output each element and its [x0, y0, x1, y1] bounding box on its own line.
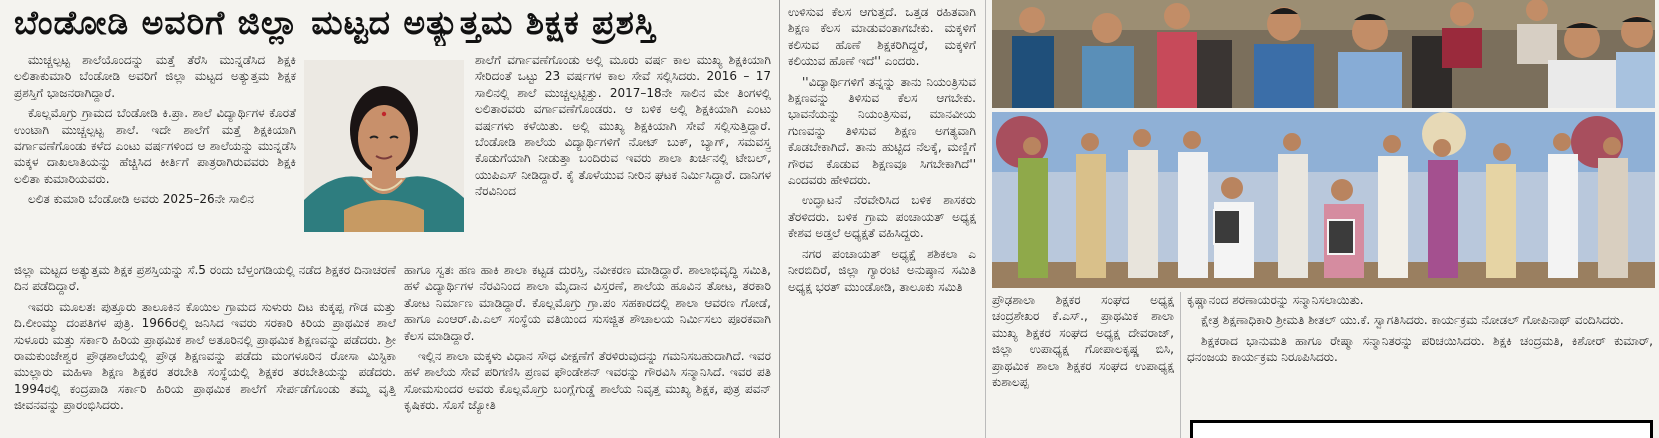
paragraph: ಕೊಲ್ಲಮೊಗ್ರು ಗ್ರಾಮದ ಬೆಂಡೋಡಿ ಕಿ.ಪ್ರಾ. ಶಾಲೆ ವಿದ್ಯಾರ್ಥಿಗಳ ಕೊರತೆ ಉಂಟಾಗಿ ಮುಚ್ಚಲ್ಪಟ್ಟ ಶಾಲೆ. ಇದೇ ಶಾಲೆಗೆ ಮತ್ತೆ ಶಿಕ್ಷಕಿಯಾಗಿ ವರ್ಗಾವಣೆಗೊಂಡು ಕಳೆದ ಎಂಟು ವರ್ಷಗಳಿಂದ ಆ ಶಾಲೆಯನ್ನು ಮುನ್ನಡೆಸಿ ಮಕ್ಕಳ ದಾಖಲಾತಿಯನ್ನು ಹೆಚ್ಚಿಸಿದ ಕೀರ್ತಿಗೆ ಪಾತ್ರರಾಗಿರುವವರು ಶಿಕ್ಷಕಿ ಲಲಿತಾ ಕುಮಾರಿಯವರು. [14, 106, 296, 186]
paragraph: ಶಿಕ್ಷಕರಾದ ಭಾನುಮತಿ ಹಾಗೂ ರೇಷ್ಮಾ ಸನ್ಮಾನಿತರನ್ನು ಪರಿಚಯಿಸಿದರು. ಶಿಕ್ಷಕಿ ಚಂದ್ರಮತಿ, ಕಿಶೋರ್ ಕುಮಾರ್, ಧನಂಜಯ ಕಾರ್ಯಕ್ರಮ ನಿರೂಪಿಸಿದರು. [1187, 333, 1653, 365]
column-divider [1180, 292, 1181, 438]
next-article-box [1190, 420, 1653, 438]
paragraph: ಜಿಲ್ಲಾ ಮಟ್ಟದ ಅತ್ಯುತ್ತಮ ಶಿಕ್ಷಕ ಪ್ರಶಸ್ತಿಯನ್ನು ಸೆ.5 ರಂದು ಬೆಳ್ತಂಗಡಿಯಲ್ಲಿ ನಡೆದ ಶಿಕ್ಷಕರ ದಿನಾಚರಣೆ ದಿನ ಪಡೆದಿದ್ದಾರೆ. [14, 263, 396, 294]
article-col2-bottom [404, 262, 771, 438]
paragraph: ಮುಚ್ಚಲ್ಪಟ್ಟ ಶಾಲೆಯೊಂದನ್ನು ಮತ್ತೆ ತೆರೆಸಿ ಮುನ್ನಡೆಸಿದ ಶಿಕ್ಷಕಿ ಲಲಿತಾಕುಮಾರಿ ಬೆಂಡೋಡಿ ಅವರಿಗೆ ಜಿಲ್ಲಾ ಮಟ್ಟದ ಅತ್ಯುತ್ತಮ ಶಿಕ್ಷಕ ಪ್ರಶಸ್ತಿಗೆ ಭಾಜನರಾಗಿದ್ದಾರೆ. [14, 53, 296, 100]
audience-illustration [992, 0, 1655, 108]
article-col1-bottom [14, 262, 396, 438]
article-col2-top [475, 52, 771, 258]
article-col3 [788, 4, 976, 438]
article-col4 [992, 292, 1174, 438]
paragraph: ಕ್ಷೇತ್ರ ಶಿಕ್ಷಣಾಧಿಕಾರಿ ಶ್ರೀಮತಿ ಶೀತಲ್ ಯು.ಕೆ. ಸ್ವಾಗತಿಸಿದರು. ಕಾರ್ಯಕ್ರಮ ನೋಡಲ್ ಗೋಪಿನಾಥ್ ವಂದಿಸಿದರು. [1201, 313, 1624, 328]
article-col5 [1187, 292, 1653, 412]
paragraph: ಉಳಿಸುವ ಕೆಲಸ ಆಗುತ್ತದೆ. ಒತ್ತಡ ರಹಿತವಾಗಿ ಶಿಕ್ಷಣ ಕೆಲಸ ಮಾಡುವಂತಾಗಬೇಕು. ಮಕ್ಕಳಿಗೆ ಕಲಿಸುವ ಹೊಣೆ ಶಿಕ್ಷಕರಿಗಿದ್ದರೆ, ಮಕ್ಕಳಿಗೆ ಕಲಿಯುವ ಹೊಣೆ ಇದೆ'' ಎಂದರು. [788, 5, 976, 69]
column-divider [985, 0, 986, 438]
paragraph: ಕೃಷ್ಣಾನಂದ ಶರಣಾಯರನ್ನು ಸನ್ಮಾನಿಸಲಾಯಿತು. [1187, 293, 1364, 307]
award-ceremony-illustration [992, 112, 1655, 288]
headline: ಬೆಂಡೋಡಿ ಅವರಿಗೆ ಜಿಲ್ಲಾ ಮಟ್ಟದ ಅತ್ಯುತ್ತಮ ಶಿಕ್ಷಕ ಪ್ರಶಸ್ತಿ [14, 3, 657, 42]
paragraph: ಇಲ್ಲಿನ ಶಾಲಾ ಮಕ್ಕಳು ವಿಧಾನ ಸೌಧ ವೀಕ್ಷಣೆಗೆ ತೆರಳಿರುವುದನ್ನು ಗಮನಿಸಬಹುದಾಗಿದೆ. ಇವರ ಹಳೆ ಶಾಲೆಯ ಸೇವೆ ಪರಿಗಣಿಸಿ ಪ್ರಣವ ಫೌಂಡೇಶನ್ ಇವರನ್ನು ಗೌರವಿಸಿ ಸನ್ಮಾನಿಸಿದೆ. ಇವರ ಪತಿ ಸೋಮಸುಂದರ ಅವರು ಕೊಲ್ಲಮೊಗ್ರು ಬಂಗ್ಲೆಗುಡ್ಡೆ ಶಾಲೆಯ ನಿವೃತ್ತ ಮುಖ್ಯ ಶಿಕ್ಷಕ, ಪುತ್ರ ಪವನ್ ಕೃಷಿಕರು. ಸೊಸೆ ಜ್ಯೋತಿ [404, 349, 771, 413]
paragraph: ಇವರು ಮೂಲತಃ ಪುತ್ತೂರು ತಾಲೂಕಿನ ಕೊಯಿಲ ಗ್ರಾಮದ ಸುಳುರು ದಿಟ ಕುಕ್ಕಪ್ಪ ಗೌಡ ಮತ್ತು ದಿ.ಲೀಂಮ್ಮು ದಂಪತಿಗಳ ಪುತ್ರಿ. 1966ರಲ್ಲಿ ಜನಿಸಿದ ಇವರು ಸರಕಾರಿ ಕಿರಿಯ ಪ್ರಾಥಮಿಕ ಶಾಲೆ ಸುಳೂರು ಮತ್ತು ಸರ್ಕಾರಿ ಹಿರಿಯ ಪ್ರಾಥಮಿಕ ಶಾಲೆ ಅತೂರಿನಲ್ಲಿ ಪ್ರಾಥಮಿಕ ಶಿಕ್ಷಣವನ್ನು ಪಡೆದರು. ಶ್ರೀ ರಾಮಕುಂಜೇಶ್ವರ ಪ್ರೌಢಶಾಲೆಯಲ್ಲಿ ಪ್ರೌಢ ಶಿಕ್ಷಣವನ್ನು ಪಡೆದು ಮಂಗಳೂರಿನ ರೋಸಾ ಮಿಸ್ಟಿಕಾ ಮುಲ್ಲಾರು ಮಹಿಳಾ ಶಿಕ್ಷಣ ಶಿಕ್ಷಕರ ತರಬೇತಿ ಸಂಸ್ಥೆಯಲ್ಲಿ ಶಿಕ್ಷಕರ ತರಬೇತಿಯನ್ನು ಪಡೆದರು. 1994ರಲ್ಲಿ ಕಂದ್ರಪಾಡಿ ಸರ್ಕಾರಿ ಹಿರಿಯ ಪ್ರಾಥಮಿಕ ಶಾಲೆಗೆ ಸೇರ್ಪಡೆಗೊಂಡು ತಮ್ಮ ವೃತ್ತಿ ಜೀವನವನ್ನು ಪ್ರಾರಂಭಿಸಿದರು. [14, 299, 396, 413]
paragraph: ಲಲಿತ ಕುಮಾರಿ ಬೆಂಡೋಡಿ ಅವರು 2025–26ನೇ ಸಾಲಿನ [28, 192, 254, 207]
paragraph: ''ವಿದ್ಯಾರ್ಥಿಗಳಿಗೆ ತನ್ನನ್ನು ತಾನು ನಿಯಂತ್ರಿಸುವ ಶಿಕ್ಷಣವನ್ನು ತಿಳಿಸುವ ಕೆಲಸ ಆಗಬೇಕು. ಭಾವನೆಯನ್ನು ನಿಯಂತ್ರಿಸುವ, ಮಾನವೀಯ ಗುಣವನ್ನು ತಿಳಿಸುವ ಶಿಕ್ಷಣ ಅಗತ್ಯವಾಗಿ ಕೊಡಬೇಕಾಗಿದೆ. ತಾನು ಹುಟ್ಟಿದ ನೆಲಕ್ಕೆ, ಮಣ್ಣಿಗೆ ಗೌರವ ಕೊಡುವ ಶಿಕ್ಷಣವೂ ಸಿಗಬೇಕಾಗಿದೆ'' ಎಂದವರು ಹೇಳಿದರು. [788, 74, 976, 188]
article-col1-top [14, 52, 296, 258]
portrait-photo [304, 60, 464, 232]
audience-photo [992, 0, 1655, 108]
paragraph: ಉದ್ಘಾಟನೆ ನೆರವೇರಿಸಿದ ಬಳಿಕ ಶಾಸಕರು ತೆರಳಿದರು. ಬಳಿಕ ಗ್ರಾಮ ಪಂಚಾಯತ್ ಅಧ್ಯಕ್ಷ ಕೇಶವ ಅಡ್ತಲೆ ಅಧ್ಯಕ್ಷತೆ ವಹಿಸಿದ್ದರು. [788, 193, 976, 241]
column-divider [779, 0, 780, 438]
paragraph: ಶಾಲೆಗೆ ವರ್ಗಾವಣೆಗೊಂಡು ಅಲ್ಲಿ ಮೂರು ವರ್ಷ ಕಾಲ ಮುಖ್ಯ ಶಿಕ್ಷಕಿಯಾಗಿ ಸೇರಿದಂತೆ ಒಟ್ಟು 23 ವರ್ಷಗಳ ಕಾಲ ಸೇವೆ ಸಲ್ಲಿಸಿದರು. 2016 – 17 ಸಾಲಿನಲ್ಲಿ ಶಾಲೆ ಮುಚ್ಚಲ್ಪಟ್ಟಿತ್ತು. 2017–18ನೇ ಸಾಲಿನ ಮೇ ತಿಂಗಳಲ್ಲಿ ಲಲಿತಾರವರು ವರ್ಗಾವಣೆಗೊಂಡರು. ಆ ಬಳಿಕ ಅಲ್ಲಿ ಶಿಕ್ಷಕಿಯಾಗಿ ಎಂಟು ವರ್ಷಗಳು ಕಳೆಯಿತು. ಅಲ್ಲಿ ಮುಖ್ಯ ಶಿಕ್ಷಕಿಯಾಗಿ ಸೇವೆ ಸಲ್ಲಿಸುತ್ತಿದ್ದಾರೆ. ಬೆಂಡೋಡಿ ಶಾಲೆಯ ವಿದ್ಯಾರ್ಥಿಗಳಿಗೆ ನೋಟ್ ಬುಕ್, ಬ್ಯಾಗ್, ಸಮವಸ್ತ್ರ ಕೊಡುಗೆಯಾಗಿ ನೀಡುತ್ತಾ ಬಂದಿರುವ ಇವರು ಶಾಲಾ ಖರ್ಚಿನಲ್ಲಿ ಟೇಬಲ್, ಯುಪಿಎಸ್ ನೀಡಿದ್ದಾರೆ. ಕೈ ತೊಳೆಯುವ ನೀರಿನ ಘಟಕ ನಿರ್ಮಿಸಿದ್ದಾರೆ. ದಾನಿಗಳ ನೆರವಿನಿಂದ [475, 53, 771, 199]
paragraph: ಹಾಗೂ ಸ್ವತಃ ಹಣ ಹಾಕಿ ಶಾಲಾ ಕಟ್ಟಡ ದುರಸ್ತಿ, ನವೀಕರಣ ಮಾಡಿದ್ದಾರೆ. ಶಾಲಾಭಿವೃದ್ಧಿ ಸಮಿತಿ, ಹಳೆ ವಿದ್ಯಾರ್ಥಿಗಳ ನೆರವಿನಿಂದ ಶಾಲಾ ಮೈದಾನ ವಿಸ್ತರಣೆ, ಶಾಲೆಯ ಹೂವಿನ ತೋಟ, ತರಕಾರಿ ತೋಟ ನಿರ್ಮಾಣ ಮಾಡಿದ್ದಾರೆ. ಕೊಲ್ಲಮೊಗ್ರು ಗ್ರಾ.ಪಂ ಸಹಕಾರದಲ್ಲಿ ಶಾಲಾ ಆವರಣ ಗೋಡೆ, ಹಾಗೂ ಎಂಆರ್.ಪಿ.ಎಲ್ ಸಂಸ್ಥೆಯ ವತಿಯಿಂದ ಸುಸಜ್ಜಿತ ಶೌಚಾಲಯ ನಿರ್ಮಿಸಲು ಪೂರಕವಾಗಿ ಕೆಲಸ ಮಾಡಿದ್ದಾರೆ. [404, 263, 771, 343]
paragraph: ಪ್ರೌಢಶಾಲಾ ಶಿಕ್ಷಕರ ಸಂಘದ ಅಧ್ಯಕ್ಷ ಚಂದ್ರಶೇಖರ ಕೆ.ಎಸ್., ಪ್ರಾಥಮಿಕ ಶಾಲಾ ಮುಖ್ಯ ಶಿಕ್ಷಕರ ಸಂಘದ ಅಧ್ಯಕ್ಷ ದೇವರಾಜ್, ಜಿಲ್ಲಾ ಉಪಾಧ್ಯಕ್ಷ ಗೋಪಾಲಕೃಷ್ಣ ಬಿಸಿ, ಪ್ರಾಥಮಿಕ ಶಾಲಾ ಶಿಕ್ಷಕರ ಸಂಘದ ಉಪಾಧ್ಯಕ್ಷ ಕುಶಾಲಪ್ಪ [992, 293, 1174, 390]
paragraph: ನಗರ ಪಂಚಾಯತ್ ಅಧ್ಯಕ್ಷೆ ಶಶಿಕಲಾ ಎ ನೀರಬಿದಿರೆ, ಜಿಲ್ಲಾ ಗ್ಯಾರಂಟಿ ಅನುಷ್ಠಾನ ಸಮಿತಿ ಅಧ್ಯಕ್ಷ ಭರತ್ ಮುಂಡೋಡಿ, ತಾಲೂಕು ಸಮಿತಿ [788, 246, 976, 294]
portrait-woman-illustration [304, 60, 464, 232]
award-ceremony-photo [992, 112, 1655, 288]
